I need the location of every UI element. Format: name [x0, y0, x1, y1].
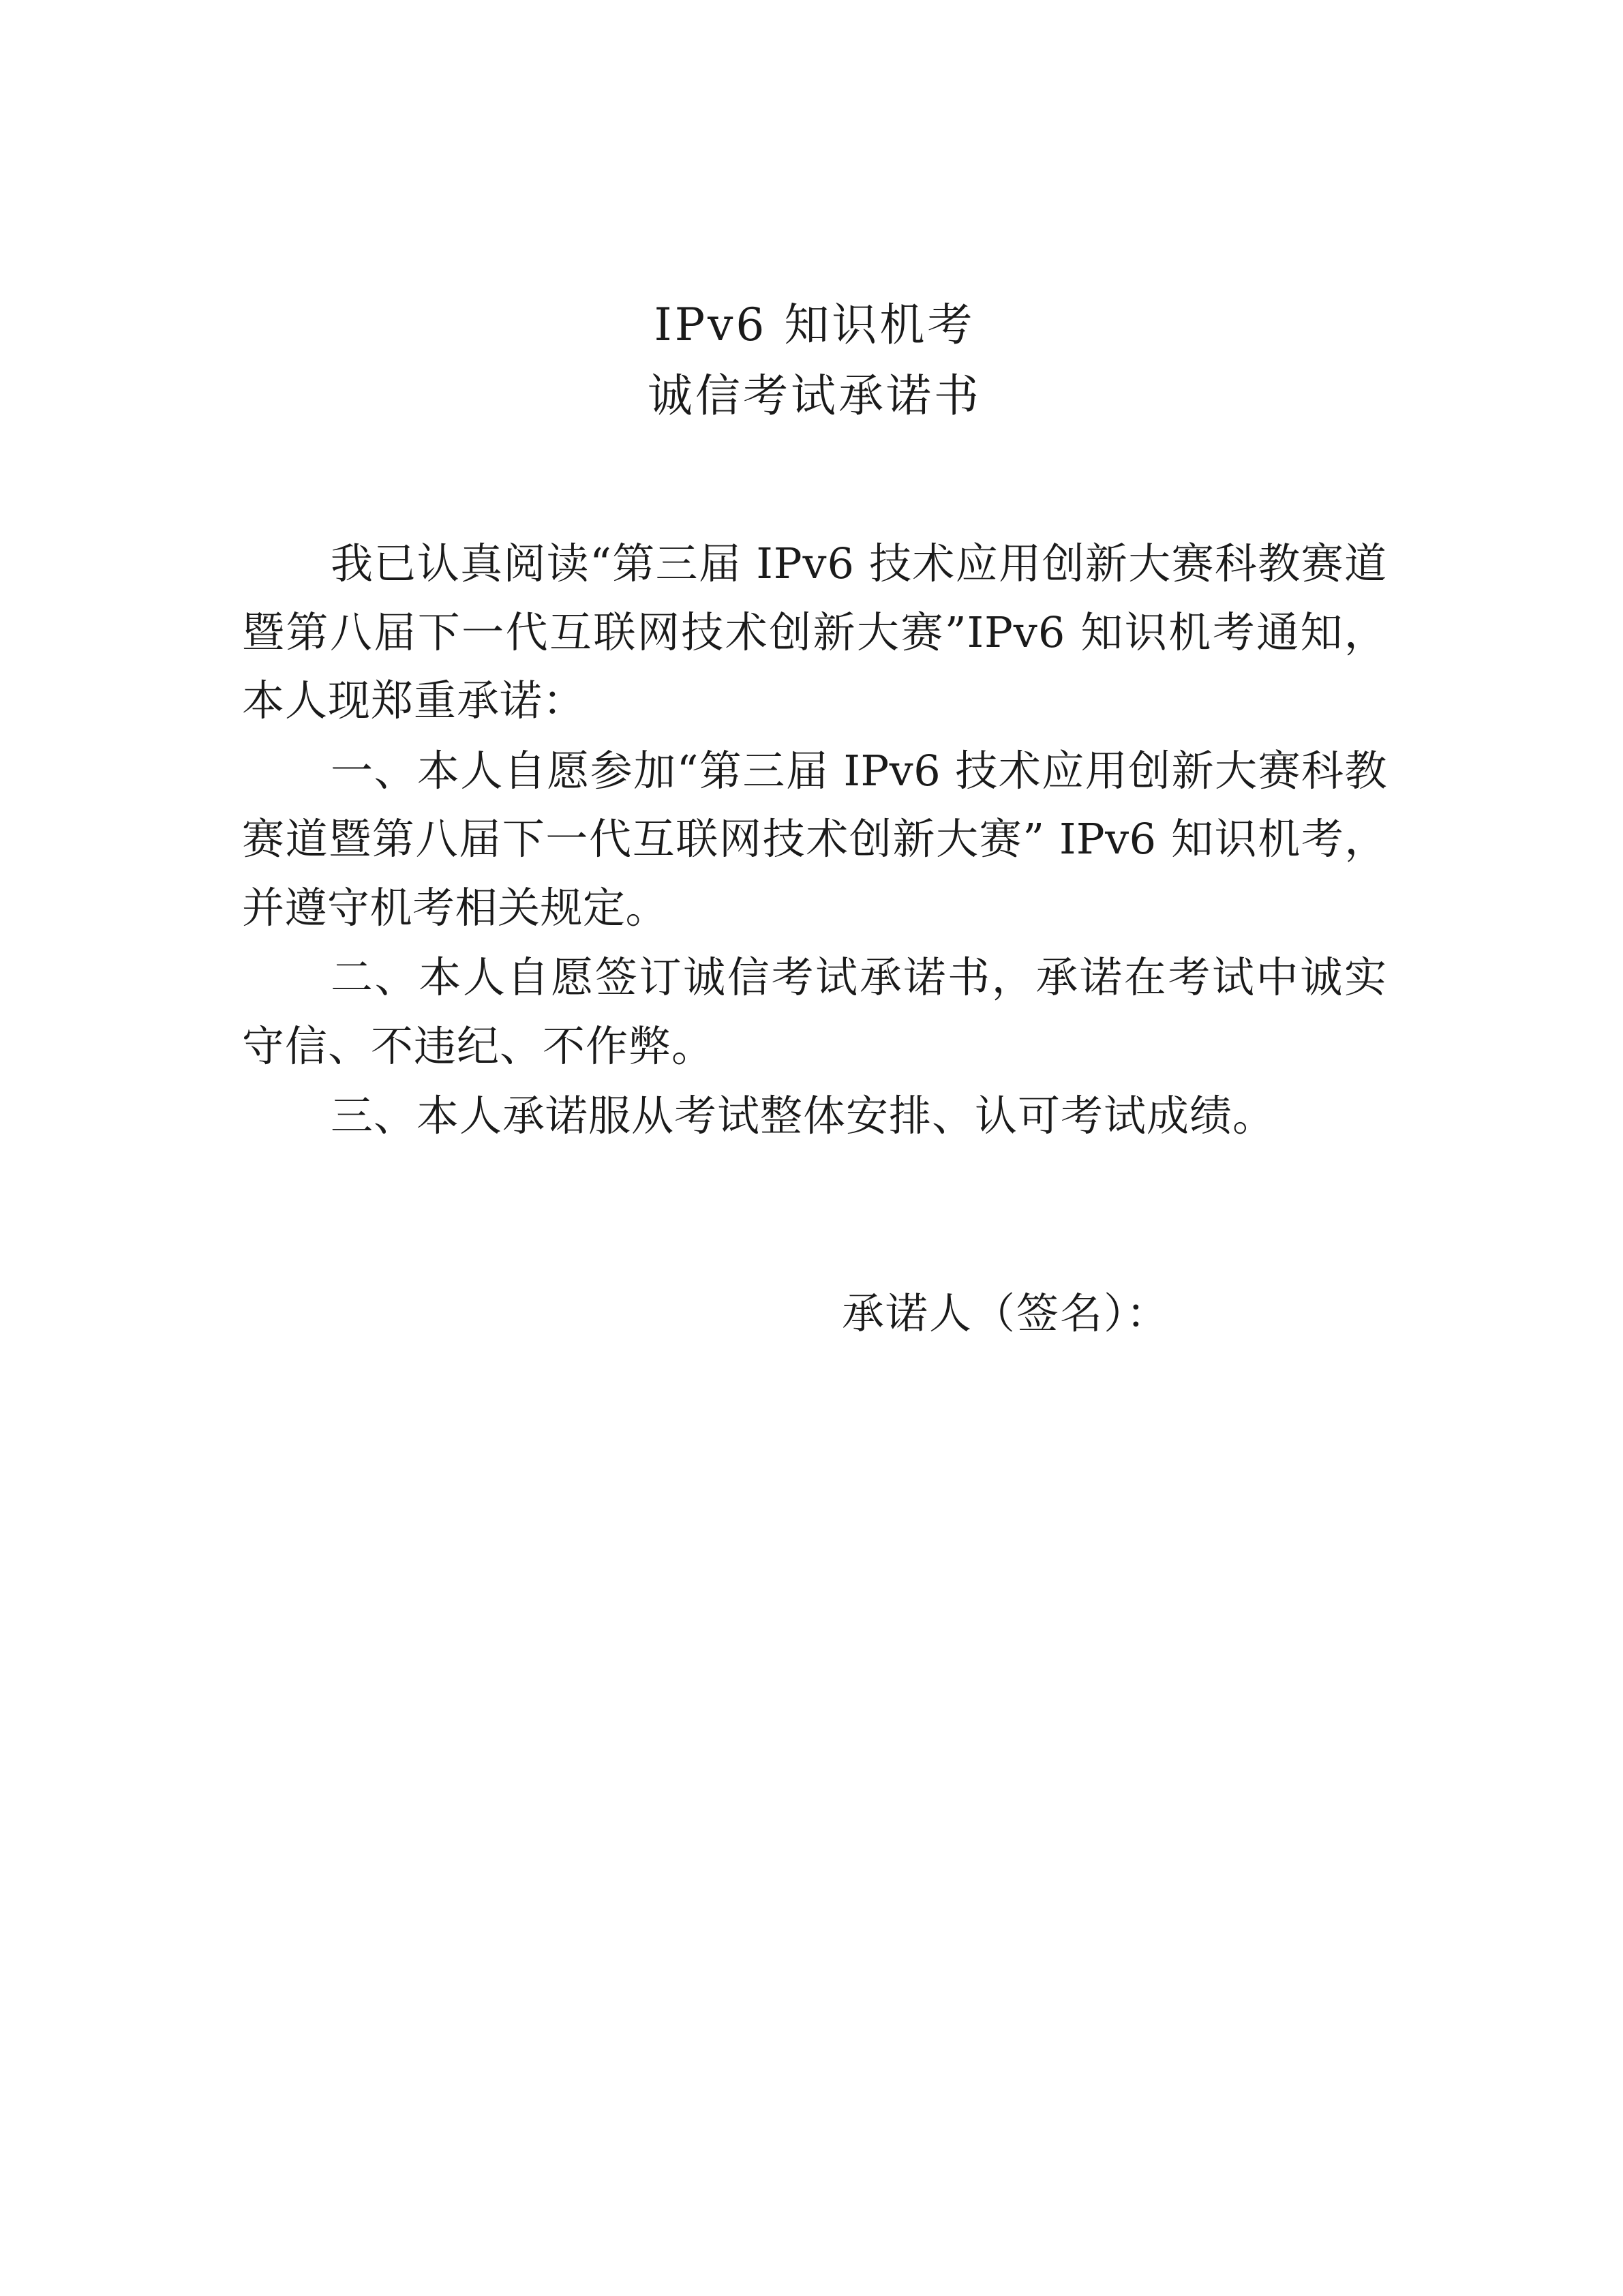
paragraph-item-3: 三、本人承诺服从考试整体安排、认可考试成绩。 — [331, 1090, 1276, 1141]
document-title-line-1: IPv6 知识机考 — [654, 299, 975, 351]
document-title-line-2: 诚信考试承诺书 — [648, 369, 982, 422]
paragraph-item-1: 一、本人自愿参加“第三届 IPv6 技术应用创新大赛科教赛道暨第八届下一代互联网技术创新大赛” IPv6 知识机考，并遵守机考相关规定。 — [242, 745, 1387, 933]
document-content — [242, 293, 1387, 1348]
signature-line: 承诺人（签名）： — [842, 1288, 1170, 1339]
paragraph-preamble: 我已认真阅读“第三届 IPv6 技术应用创新大赛科教赛道暨第八届下一代互联网技术创新大赛”IPv6 知识机考通知，本人现郑重承诺： — [242, 539, 1387, 726]
paragraph-item-2: 二、本人自愿签订诚信考试承诺书，承诺在考试中诚实守信、不违纪、不作弊。 — [242, 952, 1387, 1071]
document-body — [242, 530, 1387, 1150]
